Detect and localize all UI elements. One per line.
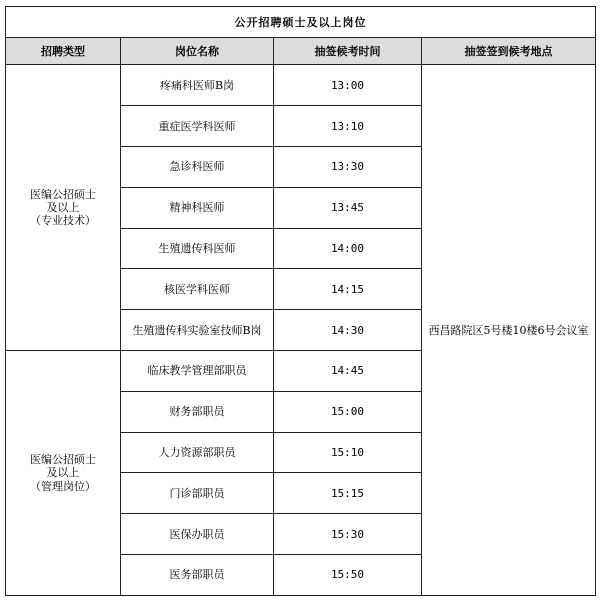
time-cell: 14:45 — [274, 351, 422, 392]
time-cell: 13:30 — [274, 147, 422, 188]
header-location: 抽签签到候考地点 — [422, 38, 596, 65]
category-line: （管理岗位） — [30, 479, 96, 493]
schedule-table — [5, 6, 596, 596]
header-row — [6, 38, 596, 65]
time-cell: 15:00 — [274, 391, 422, 432]
category-cell-management — [6, 351, 121, 596]
position-cell: 生殖遗传科医师 — [121, 228, 274, 269]
header-time: 抽签候考时间 — [274, 38, 422, 65]
position-cell: 临床教学管理部职员 — [121, 351, 274, 392]
time-cell: 13:00 — [274, 65, 422, 106]
position-cell: 核医学科医师 — [121, 269, 274, 310]
category-line: 及以上 — [46, 466, 80, 480]
time-cell: 13:45 — [274, 187, 422, 228]
time-cell: 14:30 — [274, 310, 422, 351]
category-line: 医编公招硕士 — [30, 187, 96, 201]
header-position: 岗位名称 — [121, 38, 274, 65]
table-row — [6, 65, 596, 106]
time-cell: 13:10 — [274, 106, 422, 147]
time-cell: 15:50 — [274, 555, 422, 596]
time-cell: 15:15 — [274, 473, 422, 514]
position-cell: 门诊部职员 — [121, 473, 274, 514]
time-cell: 14:00 — [274, 228, 422, 269]
time-cell: 15:10 — [274, 432, 422, 473]
category-line: （专业技术） — [30, 214, 96, 228]
category-line: 医编公招硕士 — [30, 453, 96, 467]
position-cell: 急诊科医师 — [121, 147, 274, 188]
position-cell: 医保办职员 — [121, 514, 274, 555]
position-cell: 精神科医师 — [121, 187, 274, 228]
category-cell-technical — [6, 65, 121, 351]
position-cell: 财务部职员 — [121, 391, 274, 432]
title-row — [6, 7, 596, 38]
header-type: 招聘类型 — [6, 38, 121, 65]
time-cell: 14:15 — [274, 269, 422, 310]
category-line: 及以上 — [46, 201, 80, 215]
page-title: 公开招聘硕士及以上岗位 — [6, 7, 596, 38]
position-cell: 生殖遗传科实验室技师B岗 — [121, 310, 274, 351]
position-cell: 重症医学科医师 — [121, 106, 274, 147]
position-cell: 医务部职员 — [121, 555, 274, 596]
position-cell: 疼痛科医师B岗 — [121, 65, 274, 106]
time-cell: 15:30 — [274, 514, 422, 555]
position-cell: 人力资源部职员 — [121, 432, 274, 473]
location-cell: 西昌路院区5号楼10楼6号会议室 — [422, 65, 596, 596]
